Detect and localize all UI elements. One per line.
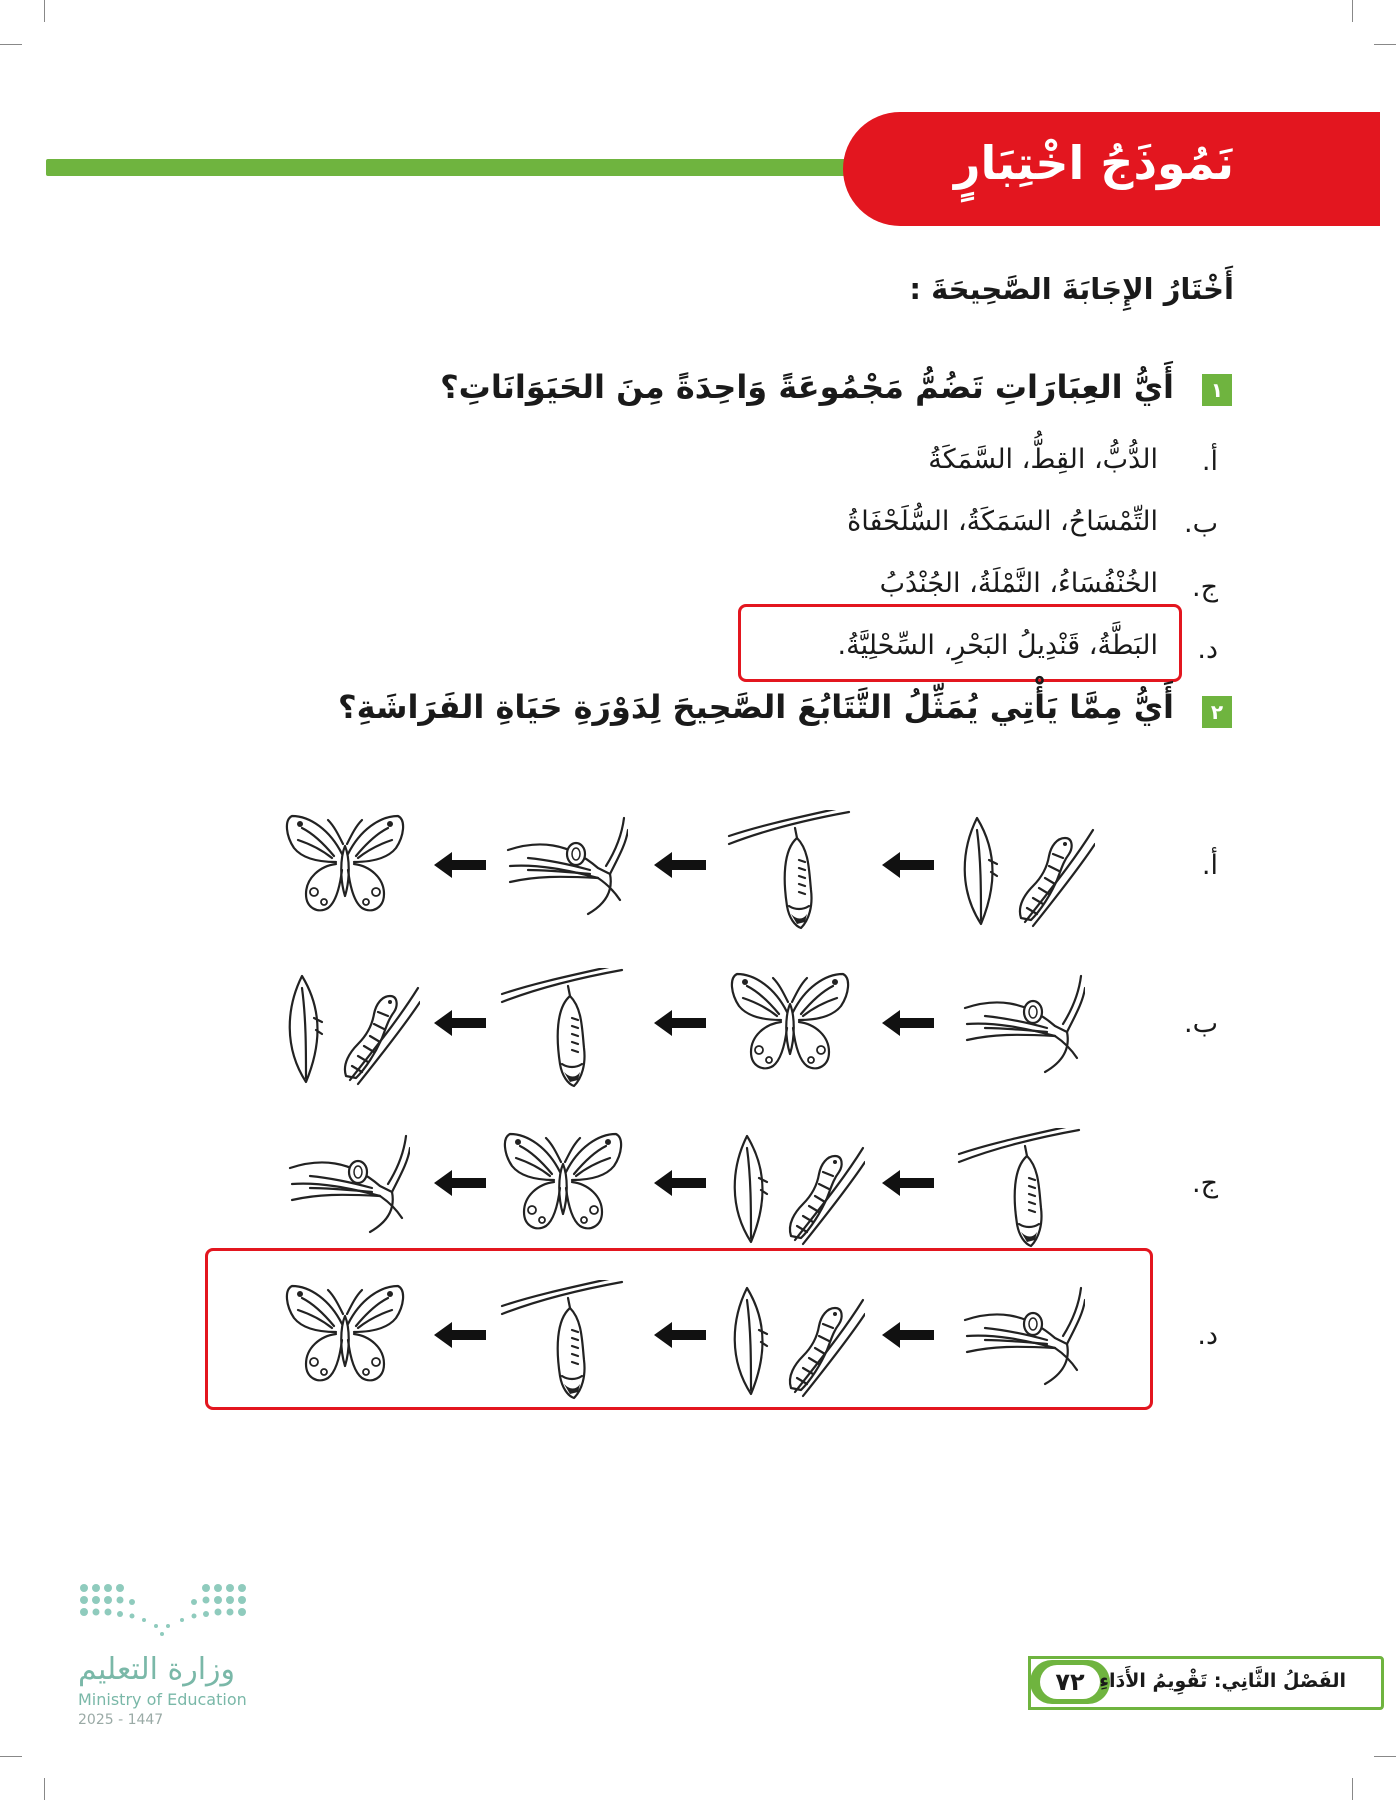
caterpillar-stage-icon — [725, 1128, 865, 1252]
page-number: ٧٢ — [1040, 1665, 1100, 1699]
egg-stage-icon — [498, 810, 628, 924]
question-1-text: أَيُّ العِبَارَاتِ تَضُمُّ مَجْمُوعَةً وَاحِدَةً مِنَ الحَيَوَانَاتِ؟ — [440, 368, 1174, 406]
question-2-number: ٢ — [1202, 696, 1232, 728]
q1-option-d-text: البَطَّةُ، قَنْدِيلُ البَحْرِ، السِّحْلِيَّةُ. — [837, 630, 1158, 661]
caterpillar-stage-icon — [280, 968, 420, 1092]
header-green-rule — [46, 159, 866, 176]
left-arrow-icon — [652, 1008, 708, 1042]
crop-mark — [1374, 44, 1396, 45]
question-2-text: أَيُّ مِمَّا يَأْتِي يُمَثِّلُ التَّتَابُعَ الصَّحِيحَ لِدَوْرَةِ حَيَاةِ الفَرَاشَةِ؟ — [338, 688, 1174, 726]
crop-mark — [0, 1756, 22, 1757]
pupa-stage-icon — [498, 968, 628, 1092]
crop-mark — [1374, 1756, 1396, 1757]
instruction-text: أَخْتَارُ الإِجَابَةَ الصَّحِيحَةَ : — [909, 272, 1234, 306]
crop-mark — [0, 44, 22, 45]
left-arrow-icon — [880, 1320, 936, 1354]
q2-option-label: ج. — [1191, 1168, 1218, 1199]
caterpillar-stage-icon — [955, 810, 1095, 934]
butterfly-stage-icon — [280, 810, 410, 924]
left-arrow-icon — [432, 1168, 488, 1202]
q1-option-c-text: الخُنْفُسَاءُ، النَّمْلَةُ، الجُنْدُبُ — [879, 568, 1158, 599]
q2-option-label: أ. — [1201, 850, 1218, 881]
pupa-stage-icon — [725, 810, 855, 934]
q1-option-b-text: التِّمْسَاحُ، السَمَكَةُ، السُّلَحْفَاةُ — [847, 506, 1158, 537]
pupa-stage-icon — [955, 1128, 1085, 1252]
left-arrow-icon — [432, 1320, 488, 1354]
egg-stage-icon — [955, 1280, 1085, 1394]
crop-mark — [1352, 0, 1353, 22]
q2-option-label: د. — [1197, 1320, 1218, 1351]
edition-year: 2025 - 1447 — [78, 1712, 164, 1728]
q1-option-c-label: ج. — [1191, 572, 1218, 603]
caterpillar-stage-icon — [725, 1280, 865, 1404]
crop-mark — [44, 0, 45, 22]
left-arrow-icon — [432, 1008, 488, 1042]
q2-option-label: ب. — [1183, 1008, 1218, 1039]
ministry-name-english: Ministry of Education — [78, 1690, 247, 1709]
left-arrow-icon — [880, 1008, 936, 1042]
question-1-number: ١ — [1202, 374, 1232, 406]
crop-mark — [44, 1778, 45, 1800]
butterfly-stage-icon — [280, 1280, 410, 1394]
butterfly-stage-icon — [725, 968, 855, 1082]
page-title: نَمُوذَجُ اخْتِبَارٍ — [954, 136, 1234, 190]
egg-stage-icon — [280, 1128, 410, 1242]
ministry-name-arabic: وزارة التعليم — [78, 1652, 236, 1687]
left-arrow-icon — [880, 850, 936, 884]
pupa-stage-icon — [498, 1280, 628, 1404]
left-arrow-icon — [652, 1168, 708, 1202]
q1-option-d-label: د. — [1197, 634, 1218, 665]
left-arrow-icon — [652, 850, 708, 884]
q1-option-a-text: الدُّبُّ، القِطُّ، السَّمَكَةُ — [928, 444, 1158, 475]
left-arrow-icon — [880, 1168, 936, 1202]
crop-mark — [1352, 1778, 1353, 1800]
ministry-logo-dots — [78, 1582, 248, 1646]
chapter-title: الفَصْلُ الثَّانِي: تَقْوِيمُ الأَدَاءِ — [1099, 1670, 1346, 1692]
egg-stage-icon — [955, 968, 1085, 1082]
left-arrow-icon — [652, 1320, 708, 1354]
q1-option-b-label: ب. — [1183, 508, 1218, 539]
left-arrow-icon — [432, 850, 488, 884]
q1-option-a-label: أ. — [1201, 446, 1218, 477]
butterfly-stage-icon — [498, 1128, 628, 1242]
